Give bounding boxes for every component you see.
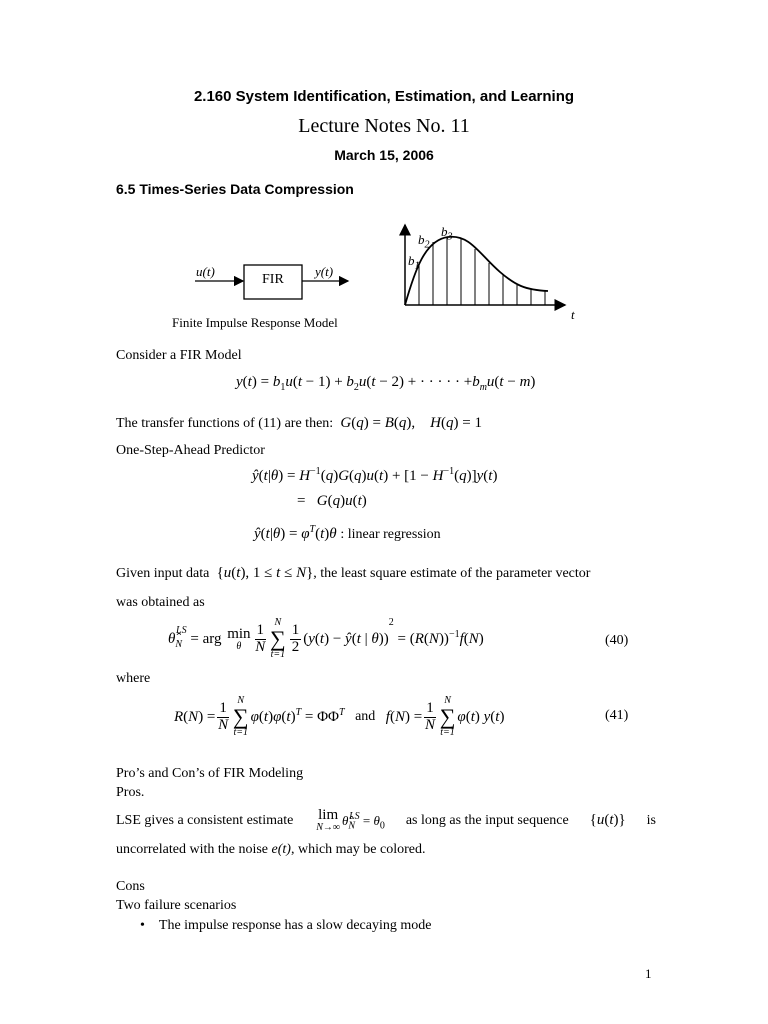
b3-label: $b_3$ xyxy=(441,224,453,243)
fir-figure xyxy=(0,0,768,340)
equation-number-41: (41) xyxy=(605,708,629,723)
linear-regression-equation: ŷ(t|θ) = $\varphi^T(t)\theta$ : linear regression xyxy=(254,524,441,542)
fir-model-equation: $y(t) = b_1u(t - 1) + b_2u(t - 2)$ + · · · · · $+b_mu(t - m)$ xyxy=(236,374,536,393)
uncorrelated-text: uncorrelated with the noise e(t), which may be colored. xyxy=(116,842,426,857)
lse-consistent-line: LSE gives a consistent estimate lim N→∞ $\thetâ_N^{LS} = \theta_0$ as long as the input sequence {u(t)} is xyxy=(116,807,656,833)
course-title: 2.160 System Identification, Estimation, and Learning xyxy=(193,88,575,105)
input-label: u(t) xyxy=(196,264,215,279)
section-title: 6.5 Times-Series Data Compression xyxy=(116,181,354,197)
b2-label: $b_2$ xyxy=(418,232,430,251)
transfer-functions: The transfer functions of (11) are then: G(q) = B(q), H(q) = 1 xyxy=(116,415,482,431)
pros-cons-title: Pro’s and Con’s of FIR Modeling xyxy=(116,766,304,781)
predictor-equation-2: = G(q)u(t) xyxy=(297,493,367,509)
page-number: 1 xyxy=(645,966,652,981)
lse-equation: $\thetâ_N^{LS}$ = arg min θ $\frac{1}{N}$ N ∑ t=1 $\frac{1}{2}$ (y(t) − ŷ(t | $\theta))^2 = (R(N))^{-1}f(N)$ xyxy=(168,616,484,660)
was-obtained-text: was obtained as xyxy=(116,595,205,610)
pros-heading: Pros. xyxy=(116,785,145,800)
bullet-list-item: • The impulse response has a slow decaying mode xyxy=(140,918,432,933)
b1-label: $b_1$ xyxy=(408,253,420,272)
t-axis-label: t xyxy=(571,307,575,322)
output-label: y(t) xyxy=(315,264,334,279)
given-input-text: Given input data {u(t), 1 ≤ t ≤ N}, the least square estimate of the parameter vector xyxy=(116,565,591,581)
bullet-icon: • xyxy=(140,918,145,933)
fir-block-label: FIR xyxy=(262,272,284,287)
consider-text: Consider a FIR Model xyxy=(116,348,242,363)
impulse-stems xyxy=(419,237,545,305)
where-text: where xyxy=(116,671,151,686)
predictor-title: One-Step-Ahead Predictor xyxy=(116,443,265,458)
figure-caption: Finite Impulse Response Model xyxy=(172,315,338,330)
lecture-title: Lecture Notes No. 11 xyxy=(298,115,470,137)
lecture-date: March 15, 2006 xyxy=(334,147,434,163)
predictor-equation-1: ŷ(t|θ) = $H^{-1}(q)G(q)u(t) + [1 - H^{-1}(q)]y(t)$ xyxy=(252,466,498,484)
equation-number-40: (40) xyxy=(605,633,629,648)
cons-heading: Cons xyxy=(116,879,145,894)
two-failure-text: Two failure scenarios xyxy=(116,898,237,913)
rn-fn-equation: R(N) = $\frac{1}{N}$ N ∑ t=1 $\varphi(t)\varphi(t)^T = \Phi\Phi^T$ and f(N) = $\frac{1}{N}$ N ∑ t=1 φ(t) y(t) xyxy=(174,695,505,738)
